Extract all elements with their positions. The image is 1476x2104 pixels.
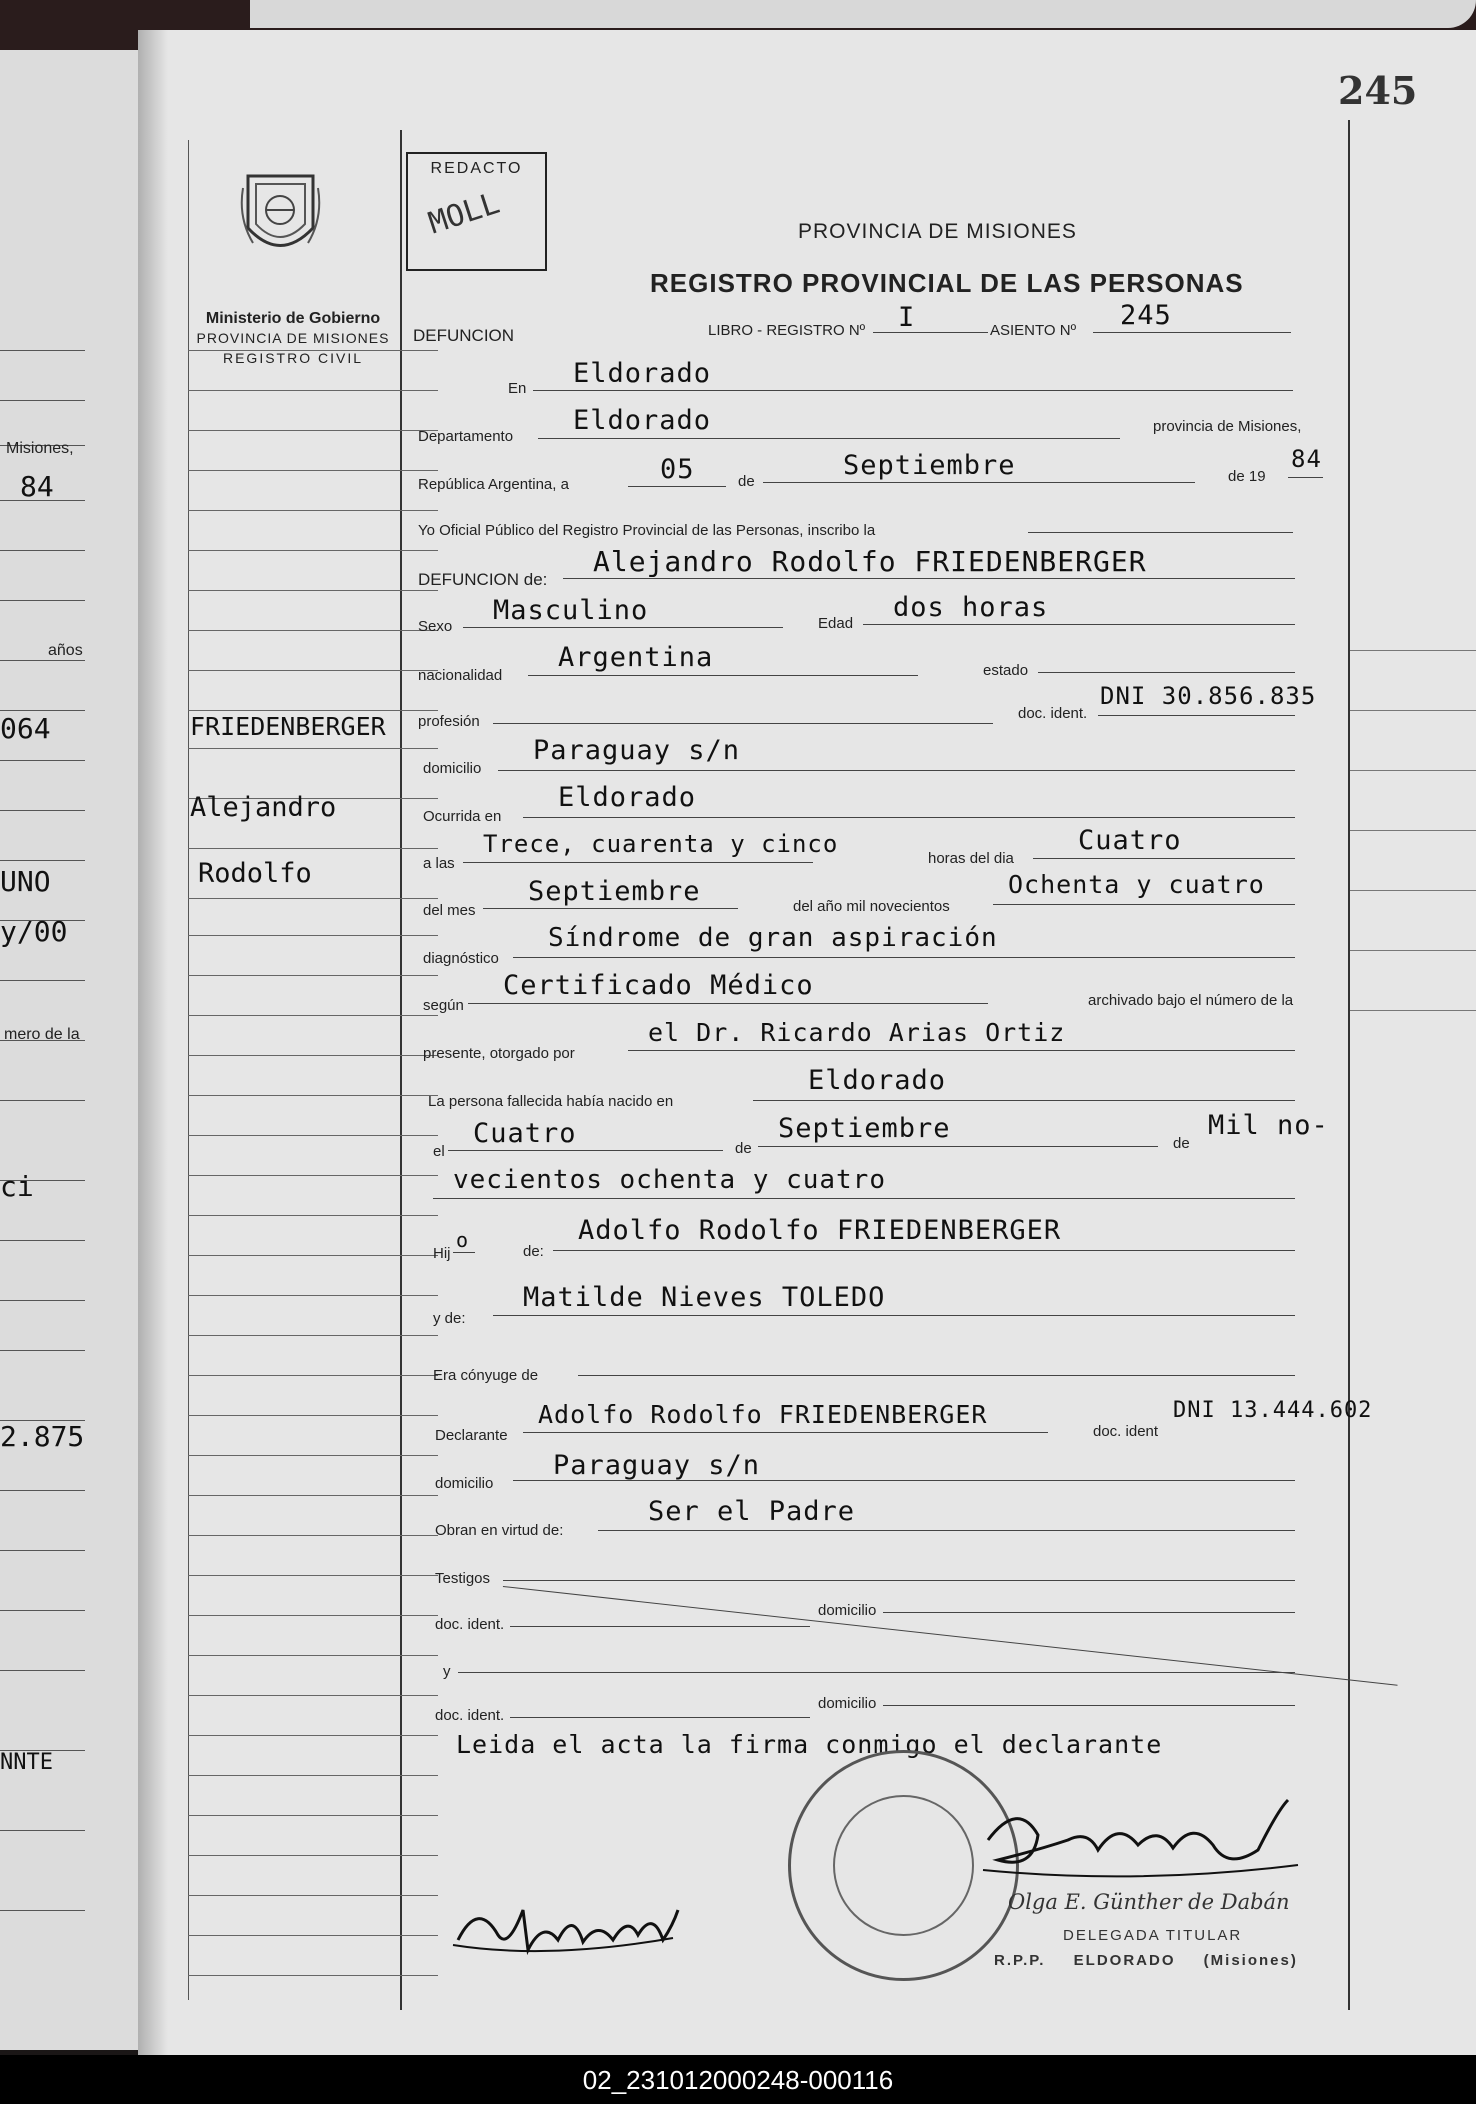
y-de-label: y de: (433, 1310, 466, 1327)
declarante-doc-label: doc. ident (1093, 1423, 1159, 1440)
stub-surname: FRIEDENBERGER (190, 712, 386, 741)
provincial-emblem-icon (238, 168, 323, 263)
stub-first-name: Alejandro (190, 792, 337, 823)
edad-value: dos horas (893, 592, 1049, 623)
registry-page (138, 30, 1476, 2055)
el-label: el (433, 1143, 445, 1160)
nacionalidad-value: Argentina (558, 642, 714, 673)
provincia-label: provincia de Misiones, (1153, 418, 1302, 435)
libro-value: I (898, 302, 916, 333)
hijo-de-label: de: (523, 1243, 544, 1260)
y-label: y (443, 1663, 451, 1680)
presente-value: el Dr. Ricardo Arias Ortiz (648, 1018, 1066, 1047)
oficial-text: Yo Oficial Público del Registro Provincial de las Personas, inscribo la (418, 522, 876, 539)
official-location-city: ELDORADO (1073, 1952, 1176, 1969)
doc-ident-label: doc. ident. (1018, 705, 1088, 722)
de3-value: Mil no- (1208, 1110, 1329, 1141)
nacido-value: Eldorado (808, 1065, 947, 1096)
hijo-suffix: o (456, 1228, 470, 1252)
ministry-name: Ministerio de Gobierno (205, 310, 381, 327)
left-hand-y00: y/00 (0, 915, 68, 948)
de-19-label: de 19 (1228, 468, 1266, 485)
declarante-value: Adolfo Rodolfo FRIEDENBERGER (538, 1400, 988, 1429)
left-hand-ci: ci (0, 1170, 34, 1203)
doc2-label: doc. ident. (435, 1707, 505, 1724)
profesion-label: profesión (418, 713, 480, 730)
background-document-edge (250, 0, 1476, 28)
hijo-label: Hij (433, 1245, 451, 1262)
diagnostico-value: Síndrome de gran aspiración (548, 923, 998, 953)
domicilio2-value: Paraguay s/n (553, 1450, 761, 1481)
de3-label: de (1173, 1135, 1190, 1152)
left-label-anos: años (48, 642, 83, 659)
testigos-cancel-line (503, 1586, 1398, 1686)
archivado-label: archivado bajo el número de la (1088, 992, 1294, 1009)
departamento-label: Departamento (418, 428, 514, 445)
republica-label: República Argentina, a (418, 476, 569, 493)
footer-bar (0, 2055, 1476, 2104)
segun-value: Certificado Médico (503, 970, 814, 1001)
domicilio-value: Paraguay s/n (533, 735, 741, 766)
left-hand-064: 064 (0, 712, 51, 745)
ministry-registry: REGISTRO CIVIL (222, 350, 364, 366)
closing-value: Leida el acta la firma conmigo el declarante (456, 1730, 1163, 1759)
ocurrida-label: Ocurrida en (423, 808, 502, 825)
segun-label: según (423, 997, 464, 1014)
official-signature (978, 1790, 1318, 1900)
left-facing-page (0, 50, 143, 2050)
asiento-label: ASIENTO Nº (990, 322, 1077, 339)
nacido-label: La persona fallecida había nacido en (428, 1093, 674, 1110)
official-name: Olga E. Günther de Dabán (1008, 1890, 1290, 1914)
redacto-label: REDACTO (430, 160, 523, 177)
estado-label: estado (983, 662, 1029, 679)
a-las-value: Trece, cuarenta y cinco (483, 830, 839, 858)
left-label-misiones: Misiones, (6, 440, 74, 457)
sexo-label: Sexo (418, 618, 453, 635)
left-hand-2875: 2.875 (0, 1420, 85, 1453)
mes-value: Septiembre (843, 450, 1016, 481)
y-de-value: Matilde Nieves TOLEDO (523, 1282, 886, 1313)
diagnostico-label: diagnóstico (423, 950, 499, 967)
vecientos-value: vecientos ochenta y cuatro (453, 1165, 886, 1195)
dia-value: 05 (660, 454, 695, 485)
left-label-numero: mero de la (4, 1026, 80, 1043)
en-label: En (508, 380, 527, 397)
registry-title: REGISTRO PROVINCIAL DE LAS PERSONAS (650, 268, 1244, 298)
doc-ident-value: DNI 30.856.835 (1100, 682, 1317, 710)
declarant-signature (448, 1880, 688, 1970)
page-number: 245 (1338, 68, 1418, 113)
anio-value: 84 (1291, 445, 1322, 473)
left-hand-nnte: NNTE (0, 1750, 53, 1775)
province-title: PROVINCIA DE MISIONES (798, 220, 1077, 243)
el-value: Cuatro (473, 1118, 577, 1149)
anio-mil-label: del año mil novecientos (793, 898, 950, 915)
redacto-value: MOLL (424, 185, 504, 242)
ministry-province: PROVINCIA DE MISIONES (196, 330, 390, 346)
domicilio-label: domicilio (423, 760, 482, 777)
domicilio4-label: domicilio (818, 1695, 877, 1712)
horas-label: horas del dia (928, 850, 1014, 867)
de-label: de (738, 473, 755, 490)
domicilio3-label: domicilio (818, 1602, 877, 1619)
anio-mil-value: Ochenta y cuatro (1008, 870, 1265, 899)
en-value: Eldorado (573, 358, 712, 389)
footer-id: 02_231012000248-000116 (582, 2065, 894, 2095)
doc1-label: doc. ident. (435, 1616, 505, 1633)
margin-divider (1348, 120, 1350, 2010)
official-location-province: (Misiones) (1203, 1952, 1298, 1969)
hijo-de-value: Adolfo Rodolfo FRIEDENBERGER (578, 1215, 1062, 1246)
obran-value: Ser el Padre (648, 1496, 856, 1527)
del-mes-label: del mes (423, 902, 476, 919)
stub-middle-name: Rodolfo (198, 858, 312, 889)
declarante-label: Declarante (435, 1427, 508, 1444)
asiento-value: 245 (1120, 300, 1172, 331)
defuncion-heading: DEFUNCION (413, 326, 515, 345)
de2-label: de (735, 1140, 752, 1157)
declarante-doc-value: DNI 13.444.602 (1173, 1398, 1373, 1423)
nacionalidad-label: nacionalidad (418, 667, 503, 684)
del-mes-value: Septiembre (528, 876, 701, 907)
testigos-label: Testigos (435, 1570, 491, 1587)
obran-label: Obran en virtud de: (435, 1522, 564, 1539)
official-title: DELEGADA TITULAR (1063, 1927, 1243, 1944)
stub-left-rule (188, 140, 189, 2000)
sexo-value: Masculino (493, 595, 649, 626)
redacto-box (406, 152, 547, 271)
left-hand-84: 84 (20, 470, 54, 503)
horas-value: Cuatro (1078, 825, 1182, 856)
official-location-rpp: R.P.P. (994, 1952, 1046, 1969)
presente-label: presente, otorgado por (423, 1045, 575, 1062)
domicilio2-label: domicilio (435, 1475, 494, 1492)
conyuge-label: Era cónyuge de (433, 1367, 539, 1384)
a-las-label: a las (423, 855, 455, 872)
libro-label: LIBRO - REGISTRO Nº (708, 322, 866, 339)
left-hand-uno: UNO (0, 865, 51, 898)
stub-divider (400, 130, 402, 2010)
departamento-value: Eldorado (573, 405, 712, 436)
official-location (994, 1952, 1320, 1969)
defuncion-de-label: DEFUNCION de: (418, 570, 548, 589)
edad-label: Edad (818, 615, 854, 632)
ocurrida-value: Eldorado (558, 782, 697, 813)
ministry-header (168, 310, 418, 366)
page-gutter (138, 30, 168, 2055)
defuncion-de-value: Alejandro Rodolfo FRIEDENBERGER (593, 545, 1147, 578)
de2-value: Septiembre (778, 1113, 951, 1144)
